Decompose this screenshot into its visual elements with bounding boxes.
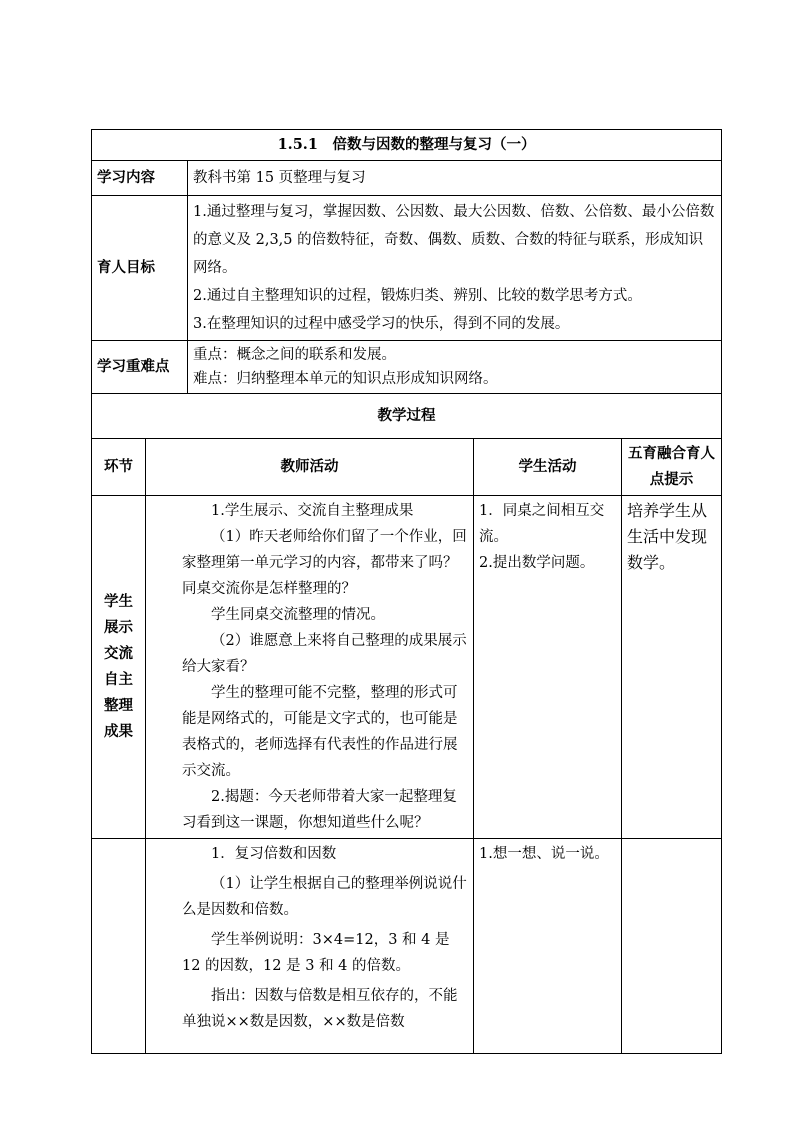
teacher-line: 1．复习倍数和因数 [211,846,337,862]
student-line: 2.提出数学问题。 [479,555,595,571]
student-line: 1.想一想、说一说。 [479,846,609,862]
teacher-line: 学生同桌交流整理的情况。 [211,607,385,623]
keypoints-row [92,341,722,394]
teacher-line: （2）谁愿意上来将自己整理的成果展示给大家看？ [182,633,467,675]
lesson-title: 1.5.1 倍数与因数的整理与复习（一） [92,130,722,161]
teacher-line: 学生举例说明：3×4=12，3 和 4 是 12 的因数，12 是 3 和 4 的倍数。 [182,932,450,974]
content-label: 学习内容 [92,161,188,196]
teacher-line: （1）昨天老师给你们留了一个作业，回家整理第一单元学习的内容，都带来了吗？同桌交流你是怎样整理的？ [182,529,467,597]
content-row [92,161,722,196]
student-activity [474,496,622,839]
teacher-line: 指出：因数与倍数是相互依存的，不能单独说××数是因数，××数是倍数 [182,988,458,1030]
stage-label [92,839,146,1054]
keypoints-label: 学习重难点 [92,341,188,394]
activity-row-2 [92,839,722,1054]
keypoints-text [188,341,722,394]
tips-cell [622,839,722,1054]
title-row [92,130,722,161]
process-title: 教学过程 [92,394,722,439]
student-line: 1．同桌之间相互交流。 [479,503,605,545]
teacher-activity [146,839,474,1054]
teacher-line: （1）让学生根据自己的整理举例说说什么是因数和倍数。 [182,876,467,918]
goal-item: 3.在整理知识的过程中感受学习的快乐，得到不同的发展。 [193,316,570,332]
activity-row-1 [92,496,722,839]
header-teacher: 教师活动 [146,439,474,496]
goals-label: 育人目标 [92,196,188,341]
keypoint-item: 难点：归纳整理本单元的知识点形成知识网络。 [193,371,498,387]
lesson-plan-table [91,129,722,1054]
process-title-row [92,394,722,439]
teacher-activity [146,496,474,839]
goals-text [188,196,722,341]
goal-item: 1.通过整理与复习，掌握因数、公因数、最大公因数、倍数、公倍数、最小公倍数的意义及 2,3,5 的倍数特征，奇数、偶数、质数、合数的特征与联系，形成知识网络。 [193,204,715,276]
header-stage: 环节 [92,439,146,496]
keypoint-item: 重点：概念之间的联系和发展。 [193,347,396,363]
teacher-line: 学生的整理可能不完整，整理的形式可能是网络式的，可能是文字式的，也可能是表格式的，老师选择有代表性的作品进行展示交流。 [182,685,458,779]
header-student: 学生活动 [474,439,622,496]
header-row [92,439,722,496]
content-text: 教科书第 15 页整理与复习 [188,161,722,196]
student-activity [474,839,622,1054]
header-tips: 五育融合育人点提示 [622,439,722,496]
goal-item: 2.通过自主整理知识的过程，锻炼归类、辨别、比较的数学思考方式。 [193,288,642,304]
teacher-line: 1.学生展示、交流自主整理成果 [211,503,414,519]
tips-cell: 培养学生从生活中发现数学。 [622,496,722,839]
goals-row [92,196,722,341]
stage-label: 学生展示交流自主整理成果 [92,496,146,839]
teacher-line: 2.揭题：今天老师带着大家一起整理复习看到这一课题，你想知道些什么呢？ [182,789,457,831]
